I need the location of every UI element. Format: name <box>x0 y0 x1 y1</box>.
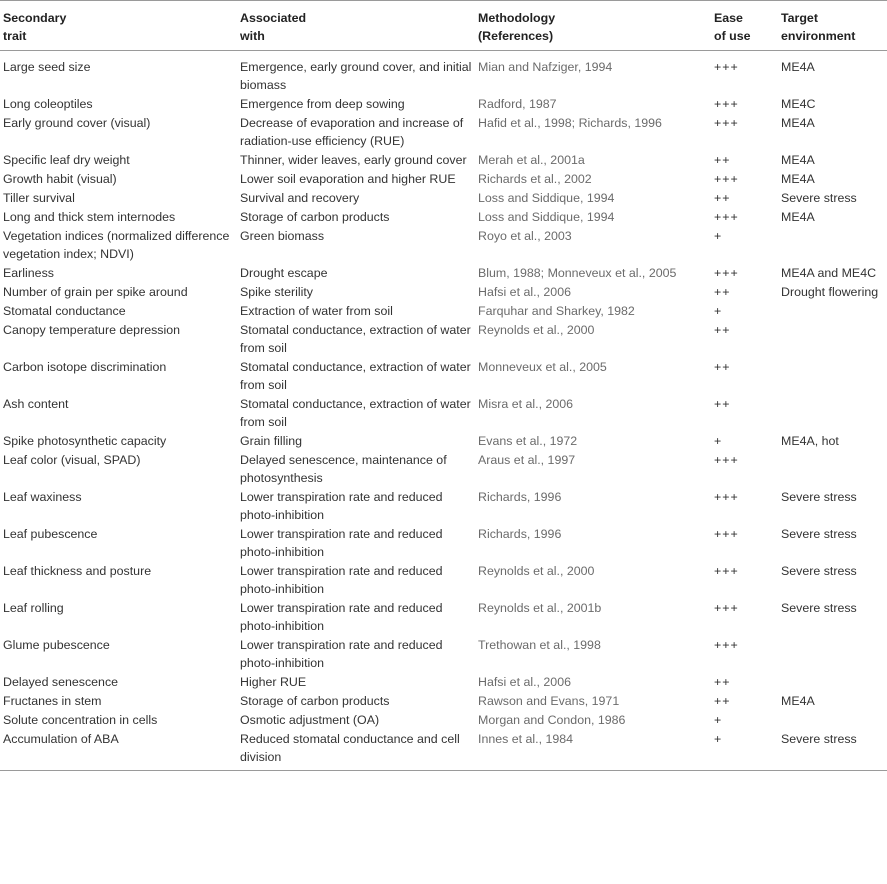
table-row <box>0 283 887 302</box>
trait-cell: Canopy temperature depression <box>3 323 181 337</box>
ease-of-use-cell: ++ <box>714 397 731 411</box>
associated-with-cell: Storage of carbon products <box>240 210 390 224</box>
target-environment-cell: ME4A <box>781 153 815 167</box>
target-environment-cell <box>778 358 887 395</box>
associated-with-cell: Stomatal conductance, extraction of water from soil <box>240 360 471 392</box>
ease-of-use-cell: +++ <box>714 60 739 74</box>
reference-cell: Richards, 1996 <box>478 527 562 541</box>
associated-with-cell: Storage of carbon products <box>240 694 390 708</box>
ease-of-use-cell: + <box>714 229 723 243</box>
reference-cell: Loss and Siddique, 1994 <box>478 210 615 224</box>
table-row <box>0 51 887 96</box>
trait-cell: Leaf waxiness <box>3 490 82 504</box>
target-environment-cell: Severe stress <box>778 730 887 771</box>
ease-of-use-cell: ++ <box>714 191 731 205</box>
trait-cell: Solute concentration in cells <box>3 713 158 727</box>
target-environment-cell: ME4A, hot <box>781 434 839 448</box>
target-environment-cell: ME4A <box>781 210 815 224</box>
table-header <box>0 1 887 51</box>
associated-with-cell: Stomatal conductance, extraction of water from soil <box>240 397 471 429</box>
associated-with-cell: Reduced stomatal conductance and cell division <box>237 730 475 771</box>
reference-cell: Reynolds et al., 2000 <box>478 564 595 578</box>
reference-cell: Misra et al., 2006 <box>478 397 574 411</box>
associated-with-cell: Lower transpiration rate and reduced photo-inhibition <box>240 527 443 559</box>
associated-with-cell: Lower transpiration rate and reduced photo-inhibition <box>240 601 443 633</box>
target-environment-cell: ME4A <box>781 694 815 708</box>
trait-cell: Long and thick stem internodes <box>3 210 176 224</box>
trait-cell: Large seed size <box>3 60 91 74</box>
associated-with-cell: Spike sterility <box>240 285 313 299</box>
reference-cell: Loss and Siddique, 1994 <box>478 191 615 205</box>
ease-of-use-cell: +++ <box>714 266 739 280</box>
ease-of-use-cell: ++ <box>714 153 731 167</box>
associated-with-cell: Lower transpiration rate and reduced photo-inhibition <box>240 564 443 596</box>
associated-with-cell: Lower transpiration rate and reduced photo-inhibition <box>240 638 443 670</box>
ease-of-use-cell: + <box>714 304 723 318</box>
trait-cell: Long coleoptiles <box>3 97 93 111</box>
ease-of-use-cell: ++ <box>714 675 731 689</box>
table-row <box>0 488 887 525</box>
table-body <box>0 51 887 771</box>
reference-cell: Hafsi et al., 2006 <box>478 675 571 689</box>
target-environment-cell: ME4A <box>781 60 815 74</box>
ease-of-use-cell: +++ <box>714 638 739 652</box>
table-row <box>0 321 887 358</box>
trait-cell: Leaf thickness and posture <box>3 564 152 578</box>
trait-cell: Early ground cover (visual) <box>3 116 151 130</box>
reference-cell: Reynolds et al., 2001b <box>478 601 602 615</box>
reference-cell: Richards, 1996 <box>478 490 562 504</box>
ease-of-use-cell: ++ <box>714 285 731 299</box>
ease-of-use-cell: +++ <box>714 172 739 186</box>
trait-cell: Specific leaf dry weight <box>3 153 130 167</box>
associated-with-cell: Emergence from deep sowing <box>240 97 405 111</box>
table-row <box>0 711 887 730</box>
table-row <box>0 636 887 673</box>
reference-cell: Blum, 1988; Monneveux et al., 2005 <box>478 266 677 280</box>
table-row <box>0 208 887 227</box>
reference-cell: Richards et al., 2002 <box>478 172 592 186</box>
reference-cell: Monneveux et al., 2005 <box>478 360 607 374</box>
ease-of-use-cell: ++ <box>714 360 731 374</box>
header-row <box>0 1 887 51</box>
table-row <box>0 302 887 321</box>
reference-cell: Hafid et al., 1998; Richards, 1996 <box>478 116 662 130</box>
reference-cell: Trethowan et al., 1998 <box>478 638 601 652</box>
target-environment-cell: ME4A and ME4C <box>781 266 877 280</box>
trait-cell: Delayed senescence <box>3 675 119 689</box>
target-environment-cell: Severe stress <box>781 490 857 504</box>
associated-with-cell: Higher RUE <box>240 675 307 689</box>
reference-cell: Mian and Nafziger, 1994 <box>478 60 613 74</box>
ease-of-use-cell: ++ <box>714 694 731 708</box>
ease-of-use-cell: + <box>714 434 723 448</box>
target-environment-cell: Severe stress <box>781 564 857 578</box>
associated-with-cell: Grain filling <box>240 434 302 448</box>
ease-of-use-cell: ++ <box>714 323 731 337</box>
target-environment-cell <box>778 395 887 432</box>
target-environment-cell: ME4C <box>781 97 816 111</box>
associated-with-cell: Emergence, early ground cover, and initial biomass <box>240 60 472 92</box>
trait-cell: Leaf color (visual, SPAD) <box>3 453 141 467</box>
trait-cell: Fructanes in stem <box>3 694 102 708</box>
associated-with-cell: Green biomass <box>240 229 325 243</box>
table-row <box>0 432 887 451</box>
ease-of-use-cell: + <box>714 713 723 727</box>
target-environment-cell: Severe stress <box>781 527 857 541</box>
table-row <box>0 95 887 114</box>
header-secondary-trait: Secondary trait <box>0 1 237 51</box>
table-row <box>0 114 887 151</box>
associated-with-cell: Thinner, wider leaves, early ground cover <box>240 153 467 167</box>
target-environment-cell <box>778 321 887 358</box>
ease-of-use-cell: +++ <box>714 490 739 504</box>
header-target-environment: Target environment <box>778 1 887 51</box>
target-environment-cell <box>778 227 887 264</box>
target-environment-cell <box>778 451 887 488</box>
trait-cell: Accumulation of ABA <box>0 730 237 771</box>
ease-of-use-cell: +++ <box>714 97 739 111</box>
target-environment-cell <box>778 711 887 730</box>
trait-cell: Stomatal conductance <box>3 304 126 318</box>
trait-cell: Glume pubescence <box>3 638 110 652</box>
trait-cell: Vegetation indices (normalized difference vegetation index; NDVI) <box>3 229 230 261</box>
table-row <box>0 692 887 711</box>
associated-with-cell: Osmotic adjustment (OA) <box>240 713 380 727</box>
target-environment-cell: Drought flowering <box>781 285 879 299</box>
reference-cell: Morgan and Condon, 1986 <box>478 713 626 727</box>
reference-cell: Rawson and Evans, 1971 <box>478 694 620 708</box>
reference-cell: Hafsi et al., 2006 <box>478 285 571 299</box>
reference-cell: Evans et al., 1972 <box>478 434 578 448</box>
table-row <box>0 525 887 562</box>
reference-cell: Royo et al., 2003 <box>478 229 572 243</box>
trait-cell: Leaf rolling <box>3 601 64 615</box>
target-environment-cell <box>778 673 887 692</box>
reference-cell: Radford, 1987 <box>478 97 557 111</box>
associated-with-cell: Survival and recovery <box>240 191 360 205</box>
table-row <box>0 395 887 432</box>
target-environment-cell: ME4A <box>781 172 815 186</box>
table-row <box>0 264 887 283</box>
target-environment-cell: ME4A <box>781 116 815 130</box>
ease-of-use-cell: +++ <box>714 453 739 467</box>
associated-with-cell: Lower transpiration rate and reduced photo-inhibition <box>240 490 443 522</box>
table-row <box>0 730 887 771</box>
table-row <box>0 189 887 208</box>
ease-of-use-cell: +++ <box>714 116 739 130</box>
trait-cell: Spike photosynthetic capacity <box>3 434 167 448</box>
header-ease-of-use: Ease of use <box>712 1 778 51</box>
associated-with-cell: Decrease of evaporation and increase of radiation-use efficiency (RUE) <box>240 116 464 148</box>
table-row <box>0 673 887 692</box>
table-row <box>0 599 887 636</box>
header-associated-with: Associated with <box>237 1 475 51</box>
table-row <box>0 562 887 599</box>
reference-cell: Reynolds et al., 2000 <box>478 323 595 337</box>
ease-of-use-cell: +++ <box>714 210 739 224</box>
reference-cell: Farquhar and Sharkey, 1982 <box>478 304 635 318</box>
associated-with-cell: Stomatal conductance, extraction of water from soil <box>240 323 471 355</box>
reference-cell: Innes et al., 1984 <box>475 730 712 771</box>
trait-cell: Carbon isotope discrimination <box>3 360 167 374</box>
trait-cell: Ash content <box>3 397 69 411</box>
table-row <box>0 151 887 170</box>
reference-cell: Araus et al., 1997 <box>478 453 576 467</box>
table-row <box>0 170 887 189</box>
target-environment-cell <box>778 302 887 321</box>
header-methodology: Methodology (References) <box>475 1 712 51</box>
trait-cell: Tiller survival <box>3 191 75 205</box>
target-environment-cell: Severe stress <box>781 191 857 205</box>
trait-cell: Number of grain per spike around <box>3 285 188 299</box>
reference-cell: Merah et al., 2001a <box>478 153 585 167</box>
target-environment-cell: Severe stress <box>781 601 857 615</box>
trait-cell: Growth habit (visual) <box>3 172 117 186</box>
ease-of-use-cell: +++ <box>714 527 739 541</box>
associated-with-cell: Lower soil evaporation and higher RUE <box>240 172 456 186</box>
ease-of-use-cell: + <box>712 730 778 771</box>
associated-with-cell: Delayed senescence, maintenance of photosynthesis <box>240 453 447 485</box>
ease-of-use-cell: +++ <box>714 601 739 615</box>
associated-with-cell: Drought escape <box>240 266 328 280</box>
ease-of-use-cell: +++ <box>714 564 739 578</box>
table-row <box>0 227 887 264</box>
table-row <box>0 451 887 488</box>
associated-with-cell: Extraction of water from soil <box>240 304 393 318</box>
trait-cell: Earliness <box>3 266 54 280</box>
target-environment-cell <box>778 636 887 673</box>
trait-cell: Leaf pubescence <box>3 527 98 541</box>
table-row <box>0 358 887 395</box>
